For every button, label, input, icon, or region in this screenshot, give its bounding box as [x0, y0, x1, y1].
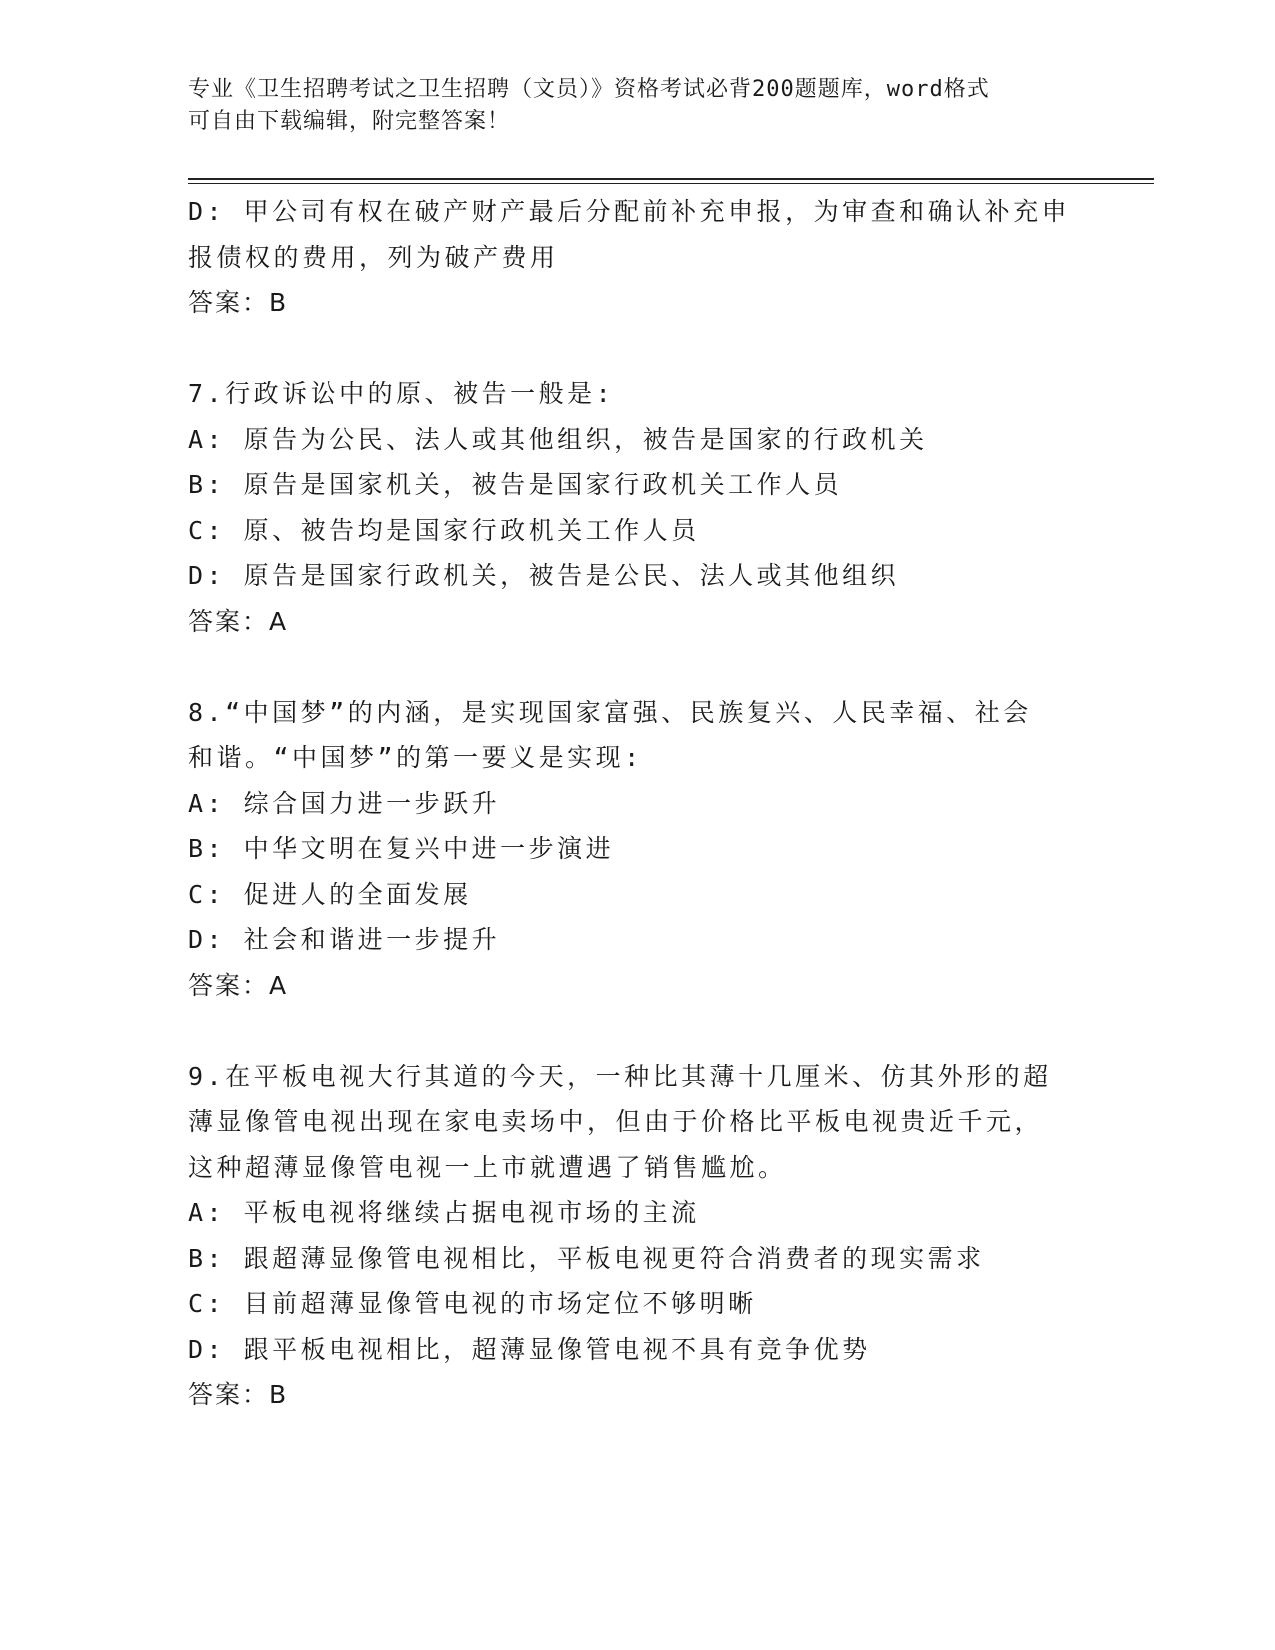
- header-line-2: 可自由下载编辑，附完整答案！: [188, 109, 511, 134]
- question-stem-continued: 薄显像管电视出现在家电卖场中，但由于价格比平板电视贵近千元，: [188, 1107, 1044, 1136]
- question-block-7: [188, 371, 1088, 644]
- spacer: [188, 644, 1088, 690]
- option-d: D: 跟平板电视相比，超薄显像管电视不具有竞争优势: [188, 1334, 871, 1364]
- option-b: B: 中华文明在复兴中进一步演进: [188, 834, 615, 863]
- option-a: A: 综合国力进一步跃升: [188, 788, 501, 818]
- question-block-9: [188, 1054, 1088, 1418]
- header-line-1: 专业《卫生招聘考试之卫生招聘（文员）》资格考试必背200题题库，word格式: [188, 77, 990, 102]
- option-b: B: 跟超薄显像管电视相比，平板电视更符合消费者的现实需求: [188, 1243, 985, 1273]
- option-a: A: 平板电视将继续占据电视市场的主流: [188, 1198, 700, 1227]
- question-stem: 7.行政诉讼中的原、被告一般是:: [188, 379, 615, 408]
- option-a: A: 原告为公民、法人或其他组织，被告是国家的行政机关: [188, 424, 928, 454]
- option-c: C: 目前超薄显像管电视的市场定位不够明晰: [188, 1289, 757, 1318]
- answer-label: 答案：A: [188, 606, 289, 636]
- question-stem-continued: 这种超薄显像管电视一上市就遭遇了销售尴尬。: [188, 1152, 787, 1182]
- option-b: B: 原告是国家机关，被告是国家行政机关工作人员: [188, 470, 843, 499]
- answer-label: 答案：A: [188, 970, 289, 1000]
- spacer: [188, 1008, 1088, 1054]
- answer-label: 答案：B: [188, 288, 289, 317]
- question-stem: 8.“中国梦”的内涵，是实现国家富强、民族复兴、人民幸福、社会: [188, 697, 1032, 727]
- option-c: C: 促进人的全面发展: [188, 879, 472, 909]
- document-body: [188, 189, 1088, 1418]
- question-stem-continued: 和谐。“中国梦”的第一要义是实现:: [188, 743, 643, 772]
- spacer: [188, 326, 1088, 372]
- option-d-continued: 报债权的费用，列为破产费用: [188, 242, 559, 272]
- answer-label: 答案：B: [188, 1380, 289, 1409]
- option-d: D: 甲公司有权在破产财产最后分配前补充申报，为审查和确认补充申: [188, 197, 1071, 226]
- question-block-8: [188, 690, 1088, 1009]
- option-d: D: 原告是国家行政机关，被告是公民、法人或其他组织: [188, 561, 900, 590]
- option-c: C: 原、被告均是国家行政机关工作人员: [188, 515, 700, 545]
- header-divider-thin: [188, 183, 1154, 184]
- question-block-6-tail: [188, 189, 1088, 326]
- question-stem: 9.在平板电视大行其道的今天，一种比其薄十几厘米、仿其外形的超: [188, 1061, 1052, 1091]
- page-header: [188, 74, 1088, 138]
- option-d: D: 社会和谐进一步提升: [188, 925, 501, 954]
- header-divider-thick: [188, 178, 1154, 180]
